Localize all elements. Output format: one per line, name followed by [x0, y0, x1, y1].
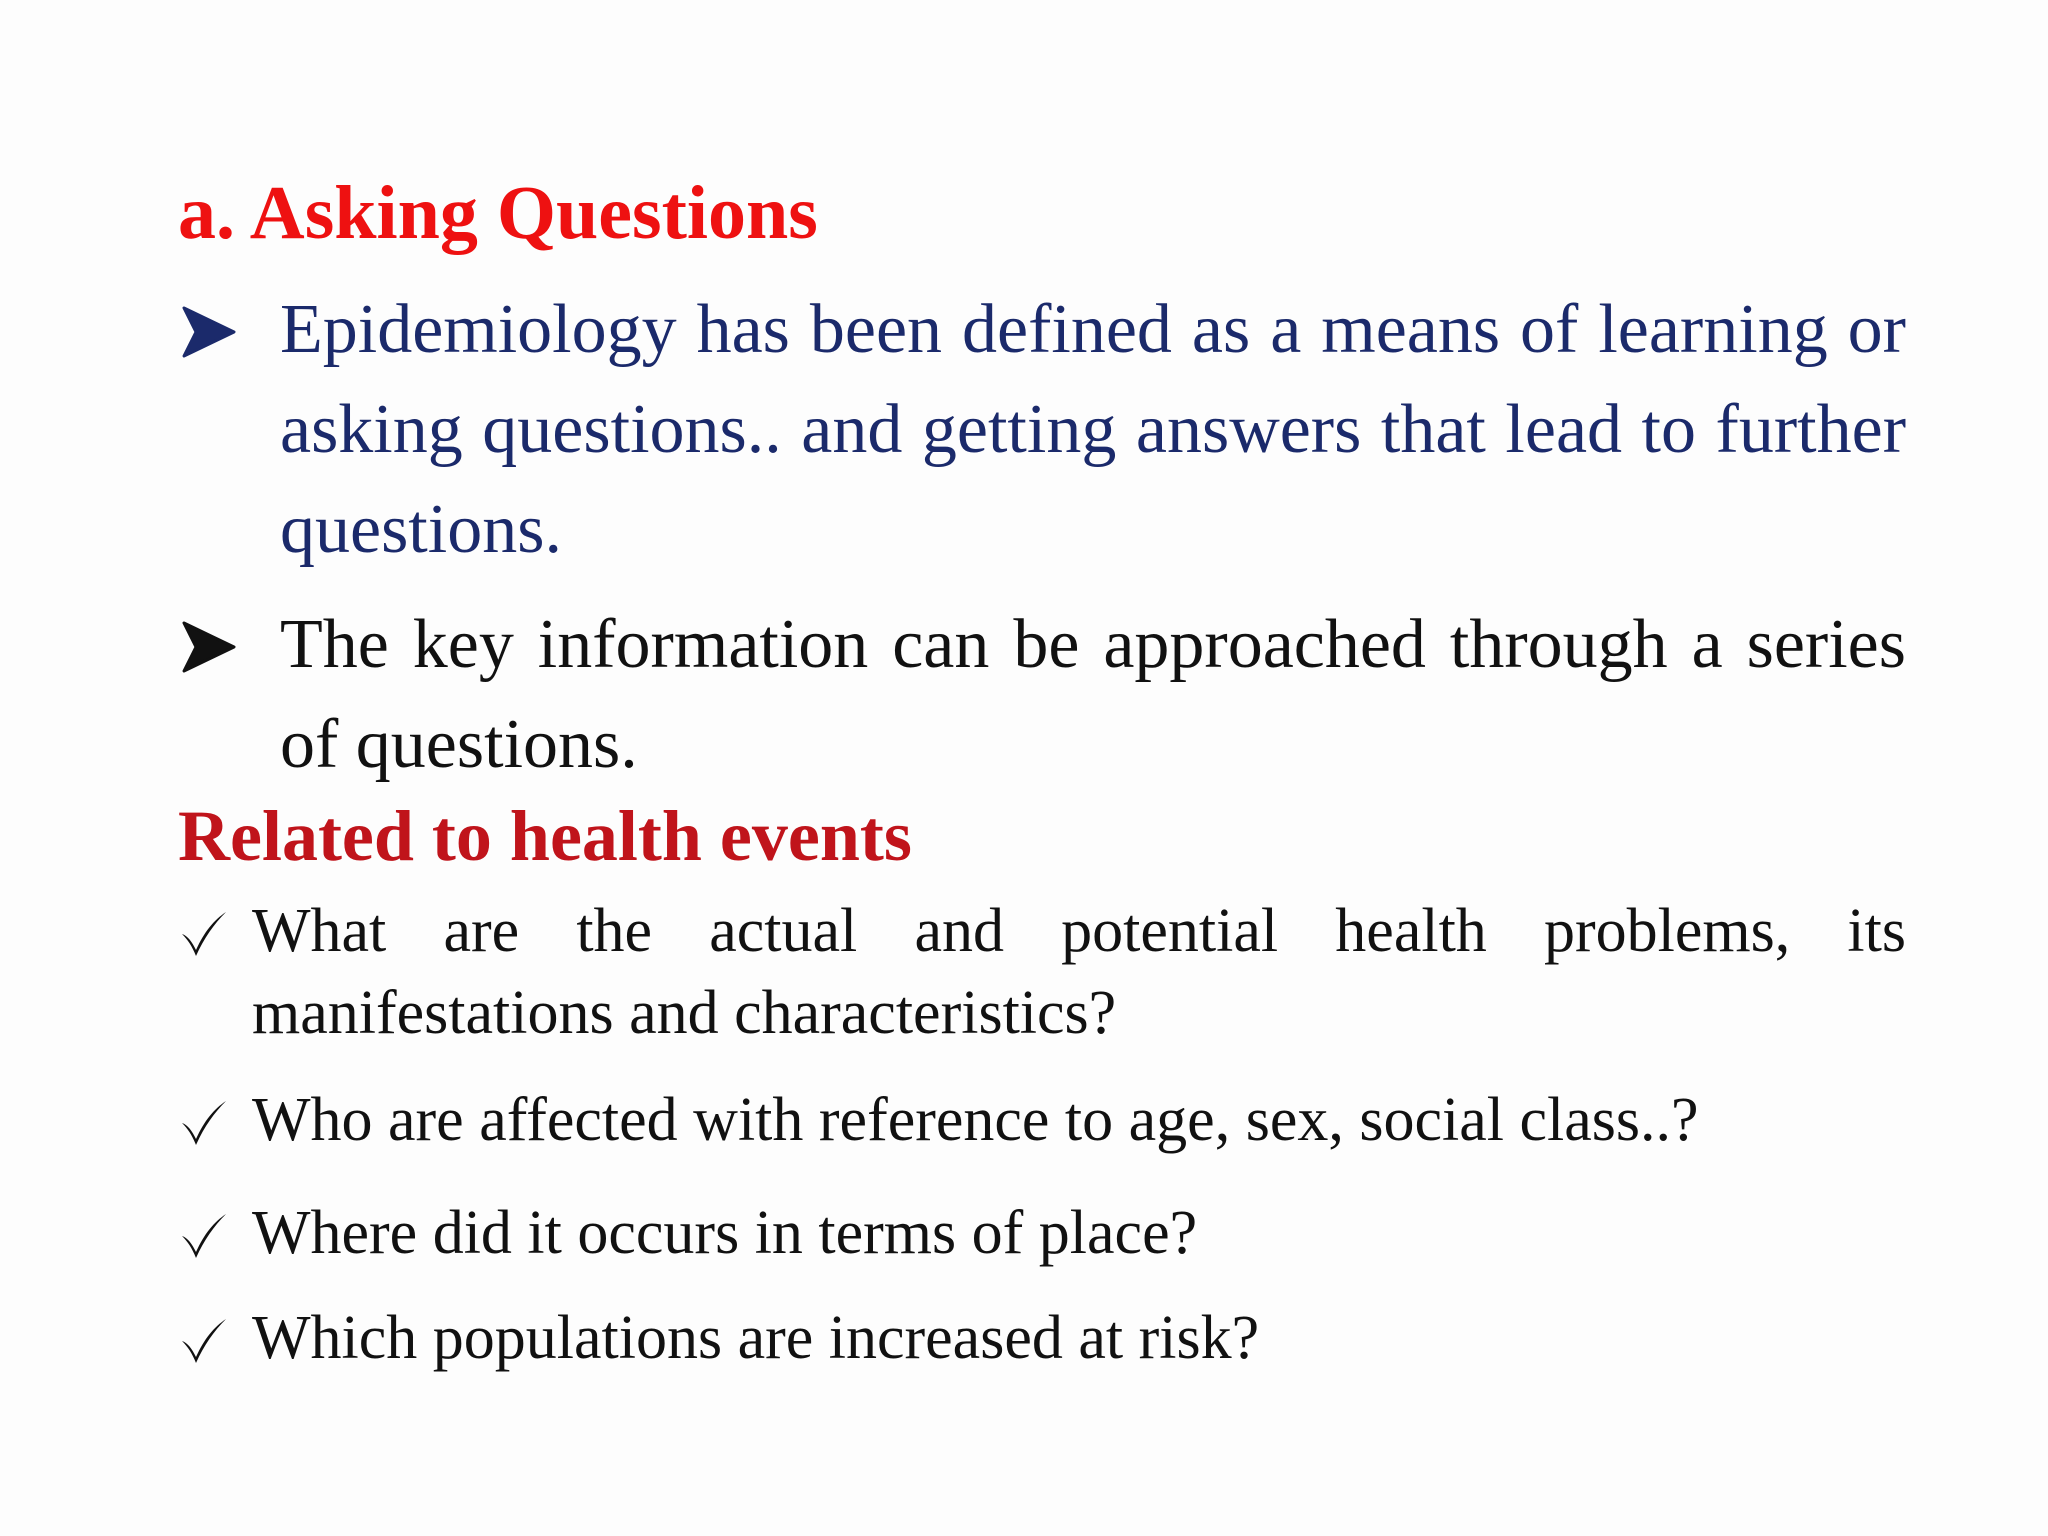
bullet-text: Epidemiology has been defined as a means of learning or asking questions.. and getting answers that lead to further questions. — [280, 291, 1906, 568]
bullet-item — [178, 280, 1906, 580]
checklist-text: Who are affected with reference to age, sex, social class..? — [252, 1086, 1699, 1154]
checklist-text: Where did it occurs in terms of place? — [252, 1199, 1198, 1267]
checklist-item — [178, 1079, 1906, 1161]
slide-heading: a. Asking Questions — [178, 171, 818, 255]
bullet-item — [178, 595, 1906, 795]
checklist-text: What are the actual and potential health problems, its manifestations and characteristics? — [252, 897, 1906, 1047]
checkmark-icon — [178, 1095, 230, 1147]
checkmark-icon — [178, 1208, 230, 1260]
checklist-item — [178, 1297, 1906, 1379]
checkmark-icon — [178, 906, 230, 958]
checklist-item — [178, 1192, 1906, 1274]
subheading: Related to health events — [178, 796, 912, 876]
checkmark-icon — [178, 1313, 230, 1365]
arrow-bullet-icon — [178, 595, 238, 695]
arrow-bullet-icon — [178, 280, 238, 380]
checklist-item — [178, 890, 1906, 1054]
bullet-text: The key information can be approached through a series of questions. — [280, 606, 1906, 783]
checklist-text: Which populations are increased at risk? — [252, 1304, 1260, 1372]
